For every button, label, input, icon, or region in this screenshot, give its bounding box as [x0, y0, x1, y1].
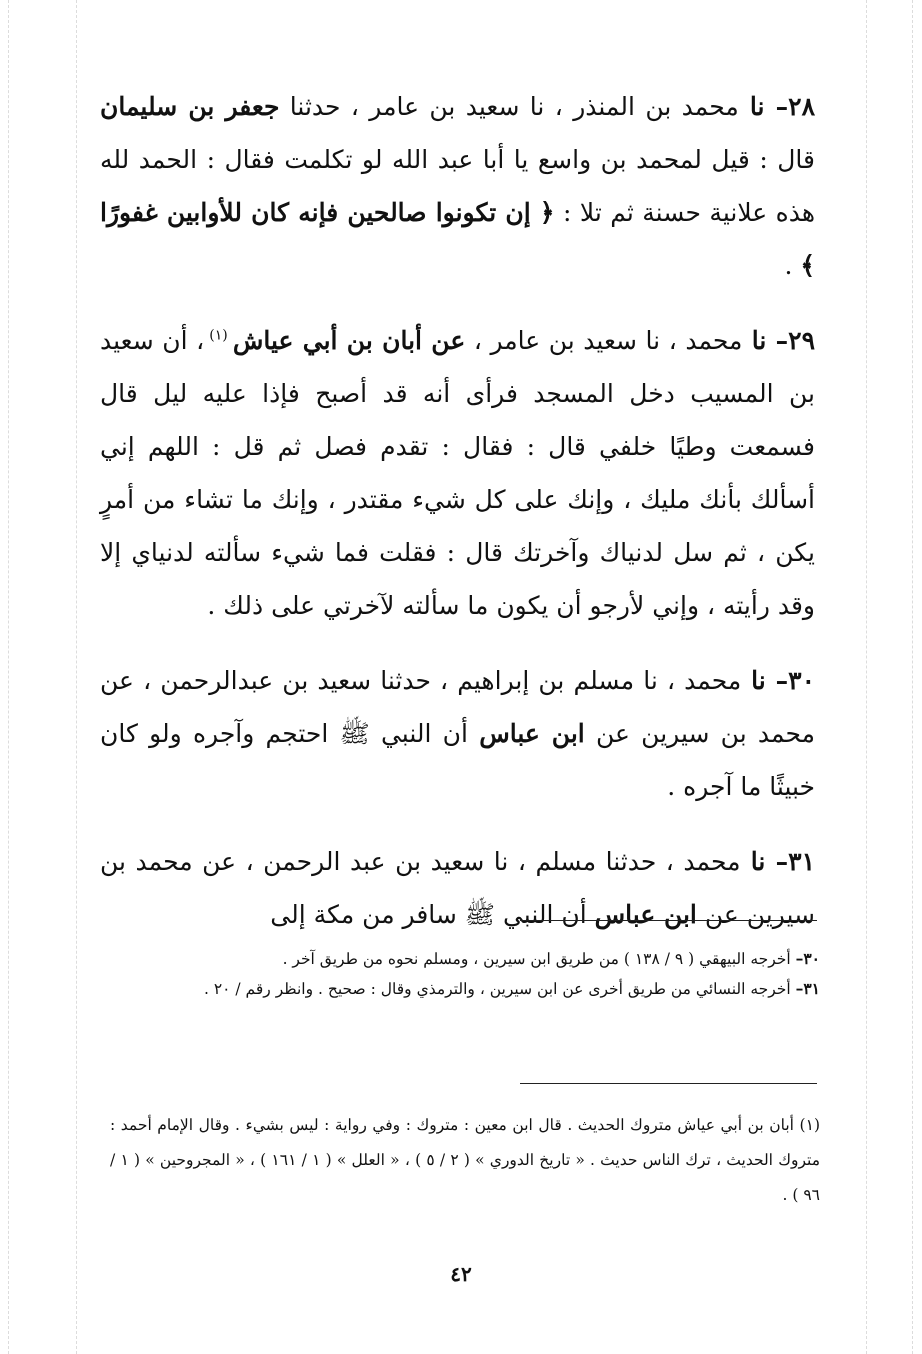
- emphasized-text: جعفر بن سليمان: [100, 92, 280, 121]
- footnote: [110, 1108, 820, 1213]
- emphasized-text: نا: [740, 847, 776, 876]
- emphasized-text: نا: [738, 92, 776, 121]
- body-text: .: [784, 251, 801, 280]
- emphasized-text: عن أبان بن أبي عياش: [232, 326, 466, 355]
- hadith-number: ٣١–: [775, 847, 815, 876]
- body-text: محمد ، نا سعيد بن عامر ،: [465, 326, 743, 355]
- takhrij-divider: [520, 920, 817, 921]
- hadith-paragraph: [100, 80, 815, 292]
- scan-guide-line: [76, 0, 77, 1354]
- footnote-text: أبان بن أبي عياش متروك الحديث . قال ابن معين : متروك : وفي رواية : ليس بشيء . وقال الإمام أحمد : متروك الحديث ، ترك الناس حديث . « تاريخ الدوري » ( ٢ / ٥ ) ، « العلل » ( ١ / ١٦١ ) ، « المجروحين » ( ١ / ٩٦ ) .: [110, 1116, 820, 1204]
- footnote-divider: [520, 1083, 817, 1084]
- emphasized-text: ابن عباس: [594, 900, 697, 929]
- takhrij-number: ٣١–: [795, 979, 820, 998]
- scan-guide-line: [912, 0, 913, 1354]
- takhrij-notes: [110, 944, 820, 1004]
- body-text: محمد بن المنذر ، نا سعيد بن عامر ، حدثنا: [279, 92, 739, 121]
- hadith-number: ٢٨–: [775, 92, 815, 121]
- body-text: أن النبي ﷺ احتجم وآجره ولو كان خبيثًا ما آجره .: [100, 719, 815, 801]
- takhrij-number: ٣٠–: [795, 949, 820, 968]
- footnotes: [110, 1108, 820, 1213]
- main-text: [100, 80, 815, 963]
- body-text: قال : قيل لمحمد بن واسع يا أبا عبد الله لو تكلمت فقال : الحمد لله هذه علانية حسنة ثم تلا :: [100, 145, 816, 227]
- takhrij-note: [110, 974, 820, 1004]
- takhrij-note: [110, 944, 820, 974]
- hadith-paragraph: [100, 835, 815, 941]
- hadith-paragraph: [100, 654, 815, 813]
- page-number: ٤٢: [450, 1262, 472, 1286]
- body-text: ، أن سعيد بن المسيب دخل المسجد فرأى أنه قد أصبح فإذا عليه ليل قال فسمعت وطيًا خلفي قال : فقال : تقدم فصل ثم قل : اللهم إني أسألك بأنك مليك ، وإنك على كل شيء مقتدر ، وإنك ما تشاء من أمرٍ يكن ، ثم سل لدنياك وآخرتك قال : فقلت فما شيء سألته لدنياي إلا وقد رأيته ، وإني لأرجو أن يكون ما سألته لآخرتي على ذلك .: [100, 326, 815, 620]
- footnote-ref[interactable]: (١): [204, 327, 233, 344]
- emphasized-text: ابن عباس: [479, 719, 585, 748]
- hadith-paragraph: [100, 314, 815, 632]
- hadith-number: ٢٩–: [775, 326, 816, 355]
- hadith-number: ٣٠–: [775, 666, 815, 695]
- takhrij-text: أخرجه النسائي من طريق أخرى عن ابن سيرين ، والترمذي وقال : صحيح . وانظر رقم / ٢٠ .: [203, 980, 796, 998]
- body-text: أن النبي ﷺ سافر من مكة إلى: [270, 900, 595, 929]
- scan-guide-line: [8, 0, 9, 1354]
- takhrij-text: أخرجه البيهقي ( ٩ / ١٣٨ ) من طريق ابن سيرين ، ومسلم نحوه من طريق آخر .: [282, 950, 796, 968]
- emphasized-text: نا: [742, 326, 776, 355]
- body-text: محمد ، نا مسلم بن إبراهيم ، حدثنا سعيد بن عبدالرحمن ، عن محمد بن سيرين عن: [100, 666, 816, 748]
- emphasized-text: نا: [741, 666, 776, 695]
- emphasized-text: ﴿ إن تكونوا صالحين فإنه كان للأوابين غفورًا ﴾: [100, 198, 815, 280]
- body-text: محمد ، حدثنا مسلم ، نا سعيد بن عبد الرحمن ، عن محمد بن سيرين عن: [100, 847, 815, 929]
- scan-guide-line: [866, 0, 867, 1354]
- footnote-number: (١): [799, 1116, 820, 1134]
